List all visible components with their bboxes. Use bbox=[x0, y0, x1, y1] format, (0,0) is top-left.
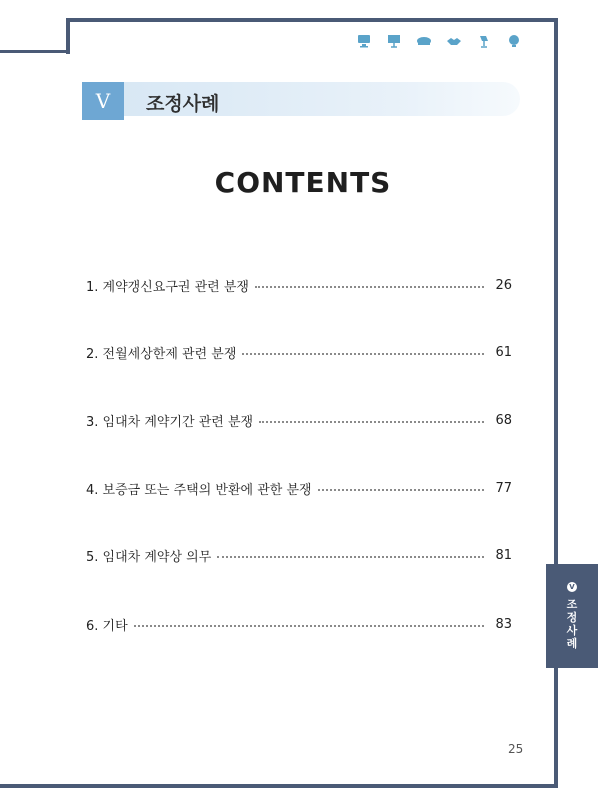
toc-leader-dots bbox=[318, 489, 484, 491]
toc-item[interactable] bbox=[86, 410, 512, 430]
presentation-icon bbox=[386, 34, 402, 48]
frame-bottom-edge bbox=[0, 784, 558, 788]
side-tab-label: 조정사례 bbox=[566, 598, 578, 650]
handshake-icon bbox=[446, 34, 462, 48]
toc-item-label: 3. 임대차 계약기간 관련 분쟁 bbox=[86, 414, 254, 430]
toc-item-page: 77 bbox=[495, 480, 512, 496]
toc-item-page: 81 bbox=[495, 547, 512, 563]
page-number: 25 bbox=[508, 742, 524, 756]
toc-item-page: 83 bbox=[495, 616, 512, 632]
section-number: V bbox=[82, 82, 124, 120]
header-icons bbox=[356, 34, 522, 48]
top-frame-line bbox=[0, 50, 70, 53]
toc-item-label: 1. 계약갱신요구권 관련 분쟁 bbox=[86, 279, 249, 295]
toc-leader-dots bbox=[134, 625, 484, 627]
hands-icon bbox=[416, 34, 432, 48]
toc-item[interactable] bbox=[86, 342, 512, 362]
chapter-side-tab[interactable] bbox=[546, 564, 598, 668]
toc-item-label: 2. 전월세상한제 관련 분쟁 bbox=[86, 346, 237, 362]
frame-right-edge bbox=[554, 18, 558, 788]
lamp-icon bbox=[476, 34, 492, 48]
toc-item-page: 61 bbox=[495, 344, 512, 360]
toc-item[interactable] bbox=[86, 478, 512, 498]
toc-item[interactable] bbox=[86, 545, 512, 565]
toc-item-label: 6. 기타 bbox=[86, 618, 128, 634]
toc-item-label: 4. 보증금 또는 주택의 반환에 관한 분쟁 bbox=[86, 482, 312, 498]
toc-leader-dots bbox=[255, 286, 484, 288]
section-title: 조정사례 bbox=[146, 93, 220, 115]
toc-item-label: 5. 임대차 계약상 의무 bbox=[86, 549, 212, 565]
toc-item-page: 68 bbox=[495, 412, 512, 428]
toc-item-page: 26 bbox=[495, 277, 512, 293]
frame-left-edge bbox=[66, 18, 70, 54]
globe-icon bbox=[506, 34, 522, 48]
frame-top-edge bbox=[66, 18, 558, 22]
toc-leader-dots bbox=[259, 421, 484, 423]
toc-leader-dots bbox=[217, 556, 484, 558]
contents-title: CONTENTS bbox=[214, 166, 392, 199]
toc-leader-dots bbox=[242, 353, 484, 355]
section-header bbox=[82, 82, 520, 120]
monitor-icon bbox=[356, 34, 372, 48]
toc-item[interactable] bbox=[86, 275, 512, 295]
side-tab-badge: V bbox=[567, 582, 577, 592]
toc-item[interactable] bbox=[86, 614, 512, 634]
